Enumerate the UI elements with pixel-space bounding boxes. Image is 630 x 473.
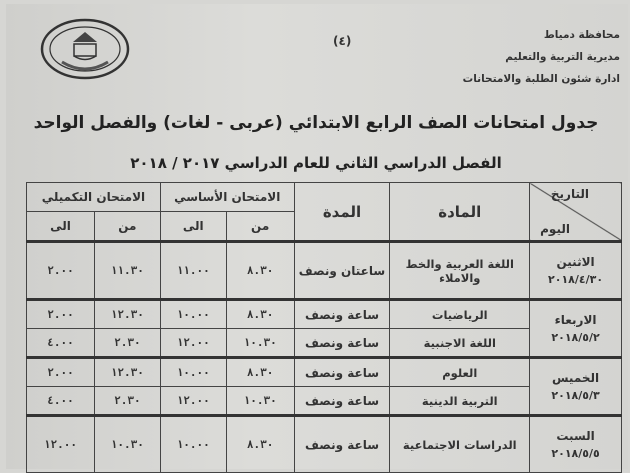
subject-cell: اللغة العربية والخط والاملاء <box>390 242 530 300</box>
duration-cell: ساعة ونصف <box>294 329 390 358</box>
duration-cell: ساعة ونصف <box>294 358 390 387</box>
page-number: (٤) <box>333 34 352 48</box>
basic-from-cell: ٨.٣٠ <box>226 358 294 387</box>
date-header: التاريخ <box>550 187 589 201</box>
supp-to-cell: ٤.٠٠ <box>27 387 95 416</box>
ministry-logo-icon <box>40 18 130 80</box>
supp-to-cell: ٢.٠٠ <box>27 242 95 300</box>
page-subtitle: الفصل الدراسي الثاني للعام الدراسي ٢٠١٧ / ٢٠١٨ <box>130 154 502 172</box>
basic-from-header: من <box>226 212 294 242</box>
basic-to-cell: ١١.٠٠ <box>160 242 226 300</box>
document-page <box>6 4 628 469</box>
supplementary-exam-header: الامتحان التكميلي <box>27 183 161 212</box>
supp-from-cell: ١٢.٣٠ <box>94 300 160 329</box>
basic-from-cell: ١٠.٣٠ <box>226 387 294 416</box>
subject-cell: الدراسات الاجتماعية <box>390 416 530 473</box>
table-row <box>27 416 622 473</box>
table-row <box>27 358 622 387</box>
basic-from-cell: ٨.٣٠ <box>226 300 294 329</box>
supp-from-header: من <box>94 212 160 242</box>
day-date: ٢٠١٨/٥/٢ <box>551 330 600 344</box>
subject-header: المادة <box>390 183 530 242</box>
basic-to-header: الى <box>160 212 226 242</box>
directorate-line: مديرية التربية والتعليم <box>505 51 620 63</box>
supp-to-cell: ٢.٠٠ <box>27 358 95 387</box>
day-cell <box>530 358 622 416</box>
subject-cell: العلوم <box>390 358 530 387</box>
subject-cell: اللغة الاجنبية <box>390 329 530 358</box>
table-row <box>27 300 622 329</box>
supp-to-cell: ١٢.٠٠ <box>27 416 95 473</box>
basic-from-cell: ١٠.٣٠ <box>226 329 294 358</box>
supp-to-header: الى <box>27 212 95 242</box>
duration-cell: ساعة ونصف <box>294 416 390 473</box>
basic-from-cell: ٨.٣٠ <box>226 416 294 473</box>
supp-from-cell: ١٢.٣٠ <box>94 358 160 387</box>
subject-cell: الرياضيات <box>390 300 530 329</box>
day-name: السبت <box>556 428 595 443</box>
duration-cell: ساعة ونصف <box>294 387 390 416</box>
basic-to-cell: ١٠.٠٠ <box>160 358 226 387</box>
day-date: ٢٠١٨/٥/٣ <box>551 388 600 402</box>
basic-to-cell: ١٢.٠٠ <box>160 329 226 358</box>
day-name: الاثنين <box>556 254 595 269</box>
table-header-row <box>27 183 622 212</box>
duration-cell: ساعتان ونصف <box>294 242 390 300</box>
department-line: ادارة شئون الطلبة والامتحانات <box>462 73 620 85</box>
supp-from-cell: ١٠.٣٠ <box>94 416 160 473</box>
basic-from-cell: ٨.٣٠ <box>226 242 294 300</box>
subject-cell: التربية الدينية <box>390 387 530 416</box>
day-date: ٢٠١٨/٥/٥ <box>551 446 600 460</box>
day-cell <box>530 242 622 300</box>
supp-from-cell: ٢.٣٠ <box>94 387 160 416</box>
basic-to-cell: ١٢.٠٠ <box>160 387 226 416</box>
day-cell <box>530 416 622 473</box>
exam-schedule-table <box>26 182 622 473</box>
day-header: اليوم <box>540 222 570 236</box>
date-day-header <box>530 183 622 242</box>
day-name: الخميس <box>551 370 600 385</box>
supp-from-cell: ١١.٣٠ <box>94 242 160 300</box>
supp-from-cell: ٢.٣٠ <box>94 329 160 358</box>
header-institution <box>463 24 620 90</box>
duration-header: المدة <box>294 183 390 242</box>
day-name: الاربعاء <box>554 312 597 327</box>
supp-to-cell: ٢.٠٠ <box>27 300 95 329</box>
day-cell <box>530 300 622 358</box>
governorate-line: محافظة دمياط <box>543 29 620 41</box>
supp-to-cell: ٤.٠٠ <box>27 329 95 358</box>
duration-cell: ساعة ونصف <box>294 300 390 329</box>
basic-to-cell: ١٠.٠٠ <box>160 416 226 473</box>
basic-exam-header: الامتحان الأساسي <box>160 183 294 212</box>
basic-to-cell: ١٠.٠٠ <box>160 300 226 329</box>
page-title: جدول امتحانات الصف الرابع الابتدائي (عربى - لغات) والفصل الواحد <box>33 113 599 133</box>
day-date: ٢٠١٨/٤/٣٠ <box>548 272 604 286</box>
table-row <box>27 242 622 300</box>
